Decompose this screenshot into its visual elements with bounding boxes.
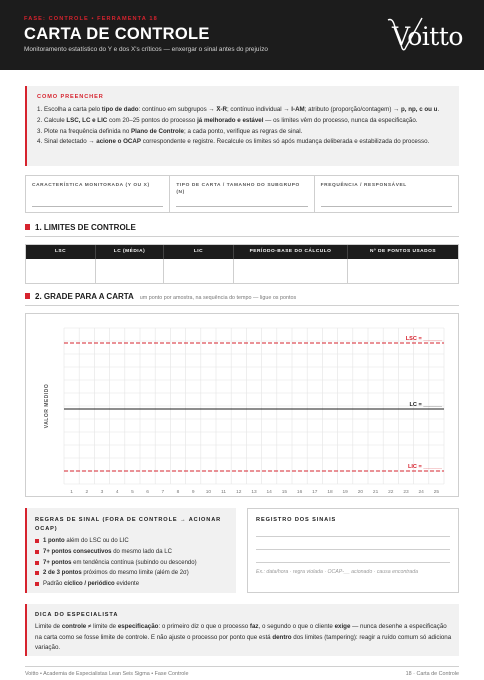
- logo-text: Voitto: [392, 22, 463, 51]
- body-text: ≠ limite de: [86, 623, 118, 630]
- header-bar: [0, 0, 484, 70]
- x-tick-label: 23: [403, 490, 409, 495]
- body-text: — nunca desenhe a especificação na carta como se fosse limite de controle. E não ajuste o processo por ponto que está: [35, 623, 447, 641]
- emphasis-text: X̄-R: [216, 106, 227, 113]
- emphasis-text: controle: [61, 623, 87, 630]
- page-subtitle: Monitoramento estatístico do Y e dos X's críticos — enxergar o sinal antes do prejuízo: [24, 46, 268, 53]
- limits-cell-points[interactable]: [348, 259, 458, 283]
- bullet-square-icon: [35, 561, 39, 565]
- lic-label: LIC = ______: [407, 464, 442, 470]
- field-label: TIPO DE CARTA / TAMANHO DO SUBGRUPO (N): [176, 183, 300, 195]
- how-to-step: [37, 127, 455, 138]
- x-tick-label: 3: [100, 490, 104, 495]
- emphasis-text: p, np, c ou u: [401, 106, 438, 113]
- field-write-line: [176, 206, 307, 207]
- body-text: Padrão: [43, 581, 65, 588]
- lc-label: LC = ______: [409, 402, 442, 408]
- section-limits-title: [25, 223, 136, 232]
- x-tick-label: 9: [191, 490, 195, 495]
- signal-rule-item: [35, 558, 197, 569]
- how-to-fill-box: [25, 86, 459, 166]
- signal-rules-list: [35, 536, 197, 590]
- section-grid-title-text: 2. GRADE PARA A CARTA: [35, 292, 134, 301]
- x-tick-label: 7: [161, 490, 165, 495]
- emphasis-text: acione o OCAP: [96, 138, 141, 146]
- body-text: correspondente e registre. Recalcule os limites só após mudança deliberada e estabilizada do processo.: [141, 138, 430, 146]
- limits-table-row: [26, 259, 458, 283]
- limits-col-lic: LIC: [164, 245, 234, 259]
- emphasis-text: Plano de Controle: [131, 127, 184, 135]
- emphasis-text: I-AM: [291, 106, 305, 113]
- field-write-line: [321, 206, 452, 207]
- body-text: ; a cada ponto, verifique as regras de sinal.: [184, 127, 303, 135]
- limits-col-period: PERÍODO-BASE DO CÁLCULO: [234, 245, 348, 259]
- step-number: 1.: [37, 106, 43, 113]
- limits-cell-lc[interactable]: [96, 259, 164, 283]
- field-write-line: [32, 206, 163, 207]
- bullet-square-icon: [35, 582, 39, 586]
- emphasis-text: 2 de 3 pontos: [43, 570, 82, 577]
- signal-rule-item: [35, 568, 197, 579]
- expert-tip-text: [35, 622, 453, 654]
- how-to-step: [37, 137, 455, 148]
- signal-rules-title: REGRAS DE SINAL (FORA DE CONTROLE → ACIONAR OCAP): [35, 517, 222, 532]
- control-chart-svg[interactable]: [26, 314, 460, 498]
- emphasis-text: 7+ pontos: [43, 559, 72, 566]
- field-label: FREQUÊNCIA / RESPONSÁVEL: [320, 183, 407, 188]
- emphasis-text: já melhorado e estável: [197, 116, 264, 124]
- field-characteristic[interactable]: [26, 176, 170, 212]
- field-label: CARACTERÍSTICA MONITORADA (Y OU X): [32, 183, 150, 188]
- body-text: ; contínuo individual →: [226, 106, 292, 113]
- body-text: Escolha a carta pelo: [44, 106, 102, 113]
- emphasis-text: faz: [249, 623, 259, 630]
- section-divider: [25, 305, 459, 306]
- body-text: : contínuo em subgrupos →: [138, 106, 217, 113]
- x-tick-label: 8: [176, 490, 180, 495]
- signal-rule-item: [35, 547, 197, 558]
- x-tick-label: 5: [131, 490, 134, 495]
- x-tick-label: 12: [236, 490, 242, 495]
- body-text: dos limites (tampering): reagir a ruído comum só adiciona variação.: [35, 633, 452, 651]
- body-text: além do LSC ou do LIC: [64, 538, 129, 544]
- field-chart-type[interactable]: [170, 176, 314, 212]
- x-tick-label: 4: [115, 490, 119, 495]
- bullet-square-icon: [35, 550, 39, 554]
- body-text: evidente: [114, 581, 140, 588]
- x-tick-label: 22: [388, 490, 394, 495]
- body-text: Sinal detectado →: [44, 138, 97, 146]
- emphasis-text: cíclico / periódico: [64, 581, 115, 588]
- limits-col-points: Nº DE PONTOS USADOS: [369, 249, 437, 254]
- emphasis-text: tipo de dado: [101, 106, 139, 113]
- how-to-step: [37, 116, 455, 127]
- page-title: CARTA DE CONTROLE: [24, 25, 210, 43]
- limits-col-lc: LC (MÉDIA): [96, 245, 164, 259]
- footer-page-label: 18 · Carta de Controle: [405, 671, 459, 677]
- footer-left: Voitto • Academia de Especialistas Lean Seis Sigma • Fase Controle: [25, 671, 189, 677]
- section-grid-note: um ponto por amostra, na sequência do tempo — ligue os pontos: [139, 295, 297, 301]
- body-text: : o primeiro diz o que o processo: [158, 623, 250, 630]
- limits-cell-period[interactable]: [234, 259, 348, 283]
- step-number: 3.: [37, 127, 43, 135]
- x-tick-label: 17: [312, 490, 318, 495]
- bullet-square-icon: [35, 571, 39, 575]
- how-to-fill-title: COMO PREENCHER: [37, 94, 104, 100]
- section-grid-title: [25, 292, 296, 301]
- x-tick-label: 13: [251, 490, 257, 495]
- field-frequency[interactable]: [315, 176, 458, 212]
- x-tick-label: 19: [342, 490, 348, 495]
- emphasis-text: especificação: [117, 623, 159, 630]
- x-tick-label: 24: [418, 490, 424, 495]
- x-tick-label: 25: [433, 490, 440, 495]
- body-text: — os limites vêm do processo, nunca da especificação.: [263, 116, 418, 124]
- x-tick-label: 16: [296, 490, 303, 495]
- emphasis-text: LSC, LC e LIC: [66, 116, 108, 124]
- voitto-logo: [382, 14, 462, 58]
- limits-col-lsc: LSC: [26, 245, 96, 259]
- emphasis-text: 7+ pontos consecutivos: [43, 548, 112, 555]
- x-tick-label: 6: [146, 490, 149, 495]
- expert-tip-box: [25, 604, 459, 656]
- body-text: do mesmo lado da LC: [111, 548, 172, 555]
- body-text: próximos do mesmo limite (além de 2σ): [81, 570, 189, 577]
- expert-tip-title: DICA DO ESPECIALISTA: [35, 612, 119, 618]
- emphasis-text: exige: [334, 623, 351, 630]
- limits-cell-lic[interactable]: [164, 259, 234, 283]
- body-text: Calcule: [44, 116, 67, 124]
- x-tick-label: 1: [70, 490, 73, 495]
- x-tick-label: 21: [372, 490, 379, 495]
- x-tick-label: 15: [281, 490, 288, 495]
- header-eyebrow: FASE: CONTROLE • FERRAMENTA 18: [24, 16, 158, 22]
- y-axis-label: VALOR MEDIDO: [44, 383, 50, 429]
- log-write-line: [256, 562, 450, 563]
- limits-table: [25, 244, 459, 284]
- body-text: .: [437, 106, 440, 113]
- limits-table-header: [26, 245, 458, 259]
- bullet-square-icon: [35, 539, 39, 543]
- body-text: Limite de: [35, 623, 62, 630]
- footer-divider: [25, 666, 459, 667]
- signal-log-box[interactable]: [247, 508, 459, 593]
- lsc-label: LSC = ______: [405, 336, 442, 342]
- signal-rule-item: [35, 536, 197, 547]
- section-limits-title-text: 1. LIMITES DE CONTROLE: [35, 223, 136, 232]
- section-divider: [25, 236, 459, 237]
- log-write-line: [256, 549, 450, 550]
- log-write-line: [256, 536, 450, 537]
- step-number: 2.: [37, 116, 43, 124]
- body-text: , o segundo o que o cliente: [258, 623, 335, 630]
- x-tick-label: 20: [357, 490, 364, 495]
- signal-rule-item: [35, 579, 197, 590]
- info-fields: [25, 175, 459, 213]
- signal-log-hint: Ex.: data/hora · regra violada · OCAP-__ acionado · causa encontrada: [256, 569, 419, 575]
- x-tick-label: 2: [85, 490, 89, 495]
- body-text: ; atributo (proporção/contagem) →: [304, 106, 401, 113]
- how-to-step: [37, 105, 455, 116]
- signal-log-title: REGISTRO DOS SINAIS: [256, 517, 337, 523]
- x-tick-label: 10: [205, 490, 212, 495]
- body-text: Plote na frequência definida no: [44, 127, 132, 135]
- emphasis-text: 1 ponto: [43, 538, 65, 544]
- x-tick-label: 11: [221, 490, 227, 495]
- body-text: com 20–25 pontos do processo: [107, 116, 198, 124]
- signal-rules-box: [25, 508, 236, 593]
- how-to-fill-steps: [37, 105, 455, 148]
- x-tick-label: 14: [266, 490, 272, 495]
- emphasis-text: dentro: [272, 633, 292, 641]
- control-chart-grid: [25, 313, 459, 497]
- body-text: em tendência contínua (subindo ou descendo): [71, 559, 197, 566]
- limits-cell-lsc[interactable]: [26, 259, 96, 283]
- x-tick-label: 18: [327, 490, 333, 495]
- step-number: 4.: [37, 138, 43, 146]
